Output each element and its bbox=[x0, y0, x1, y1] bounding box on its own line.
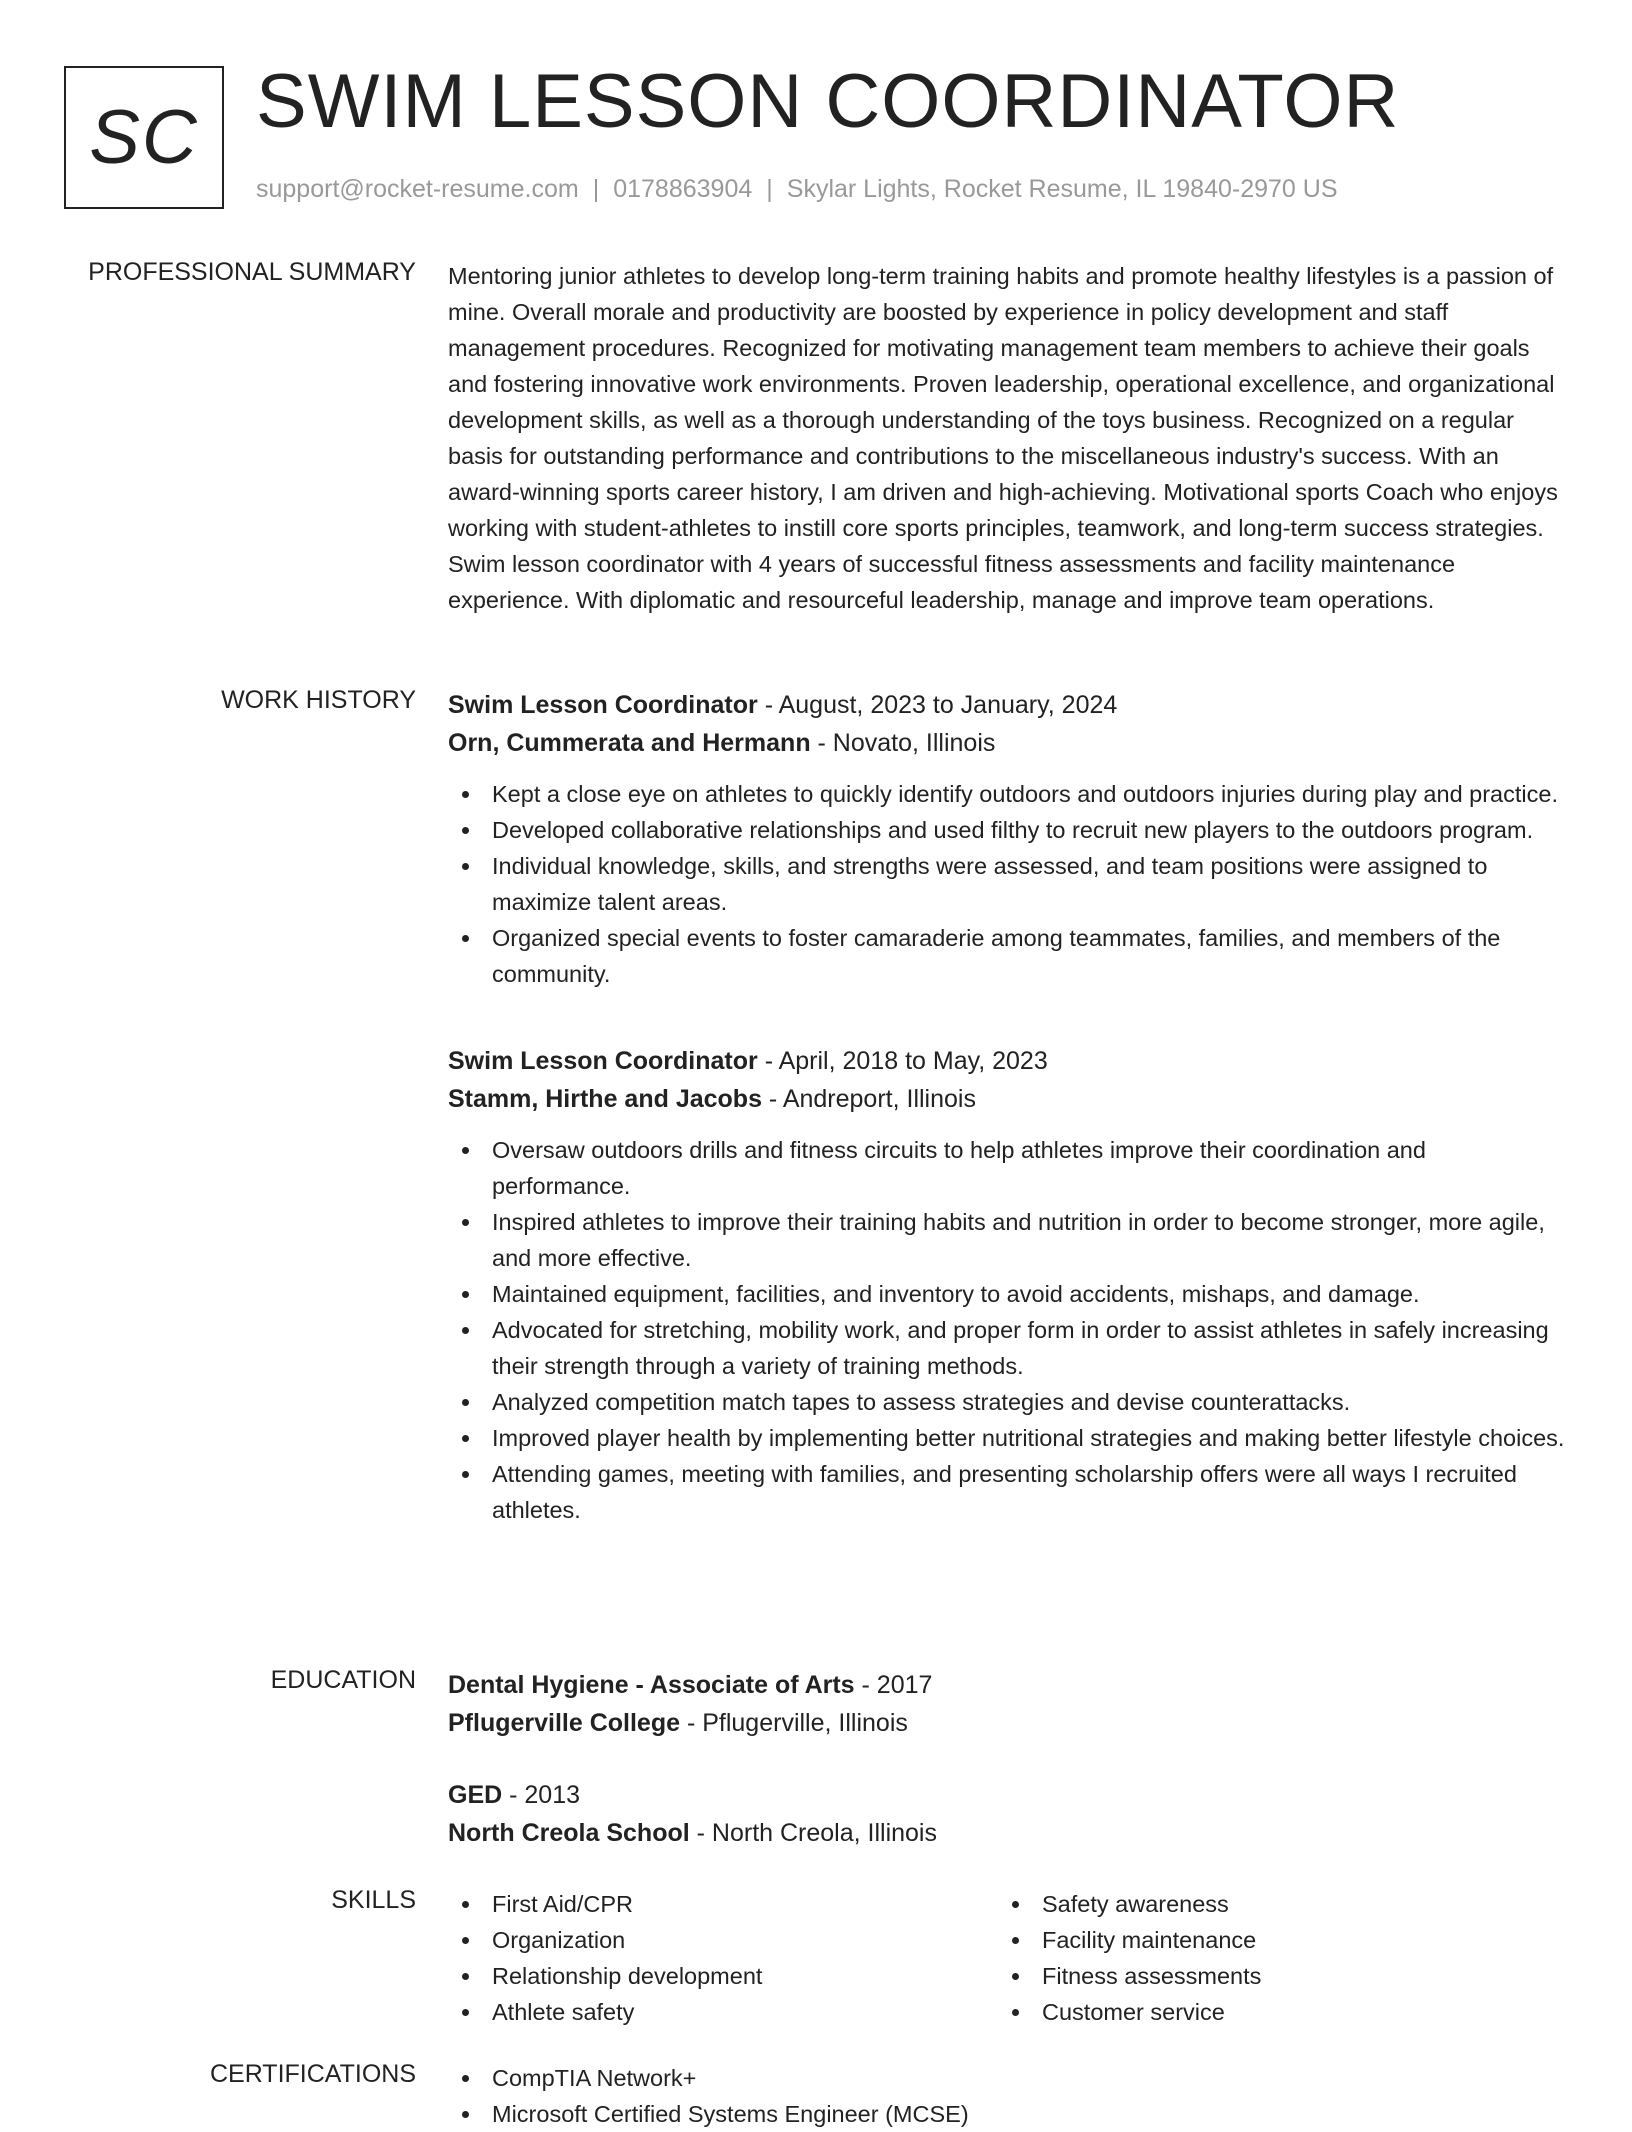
monogram-logo: SC bbox=[64, 66, 224, 209]
certifications-list bbox=[448, 2060, 1568, 2132]
school-line bbox=[448, 1814, 1568, 1852]
degree: GED bbox=[448, 1781, 503, 1809]
contact-line bbox=[256, 175, 1338, 204]
school: Pflugerville College bbox=[448, 1709, 681, 1737]
degree-year: - 2013 bbox=[502, 1781, 581, 1809]
job-title: Swim Lesson Coordinator bbox=[448, 1047, 758, 1075]
job-company-line bbox=[448, 724, 1568, 762]
list-item: Analyzed competition match tapes to assess strategies and devise counterattacks. bbox=[448, 1384, 1568, 1420]
degree: Dental Hygiene - Associate of Arts bbox=[448, 1671, 855, 1699]
list-item: Attending games, meeting with families, and presenting scholarship offers were all ways I recruited athletes. bbox=[448, 1456, 1568, 1528]
list-item: Oversaw outdoors drills and fitness circuits to help athletes improve their coordination and performance. bbox=[448, 1132, 1568, 1204]
list-item: Organization bbox=[448, 1922, 998, 1958]
skills-column-1 bbox=[448, 1886, 998, 2030]
list-item: Organized special events to foster camaraderie among teammates, families, and members of the community. bbox=[448, 920, 1568, 992]
contact-phone: 0178863904 bbox=[613, 175, 753, 203]
section-label-skills: SKILLS bbox=[331, 1886, 416, 1914]
summary-text: Mentoring junior athletes to develop long-term training habits and promote healthy lifestyles is a passion of mine. Overall morale and productivity are boosted by experience in policy development and staff management procedures. Recognized for motivating management team members to achieve their goals and fostering innovative work environments. Proven leadership, operational excellence, and organizational development skills, as well as a thorough understanding of the toys business. Recognized on a regular basis for outstanding performance and contributions to the miscellaneous industry's success. With an award-winning sports career history, I am driven and high-achieving. Motivational sports Coach who enjoys working with student-athletes to instill core sports principles, teamwork, and long-term success strategies. Swim lesson coordinator with 4 years of successful fitness assessments and facility maintenance experience. With diplomatic and resourceful leadership, manage and improve team operations. bbox=[448, 263, 1558, 613]
list-item: Customer service bbox=[998, 1994, 1548, 2030]
job-location: - Andreport, Illinois bbox=[761, 1085, 976, 1113]
list-item: Maintained equipment, facilities, and inventory to avoid accidents, mishaps, and damage. bbox=[448, 1276, 1568, 1312]
education-entry bbox=[448, 1666, 1568, 1742]
page-title: SWIM LESSON COORDINATOR bbox=[256, 59, 1400, 144]
list-item: Kept a close eye on athletes to quickly identify outdoors and outdoors injuries during play and practice. bbox=[448, 776, 1568, 812]
job-title-line bbox=[448, 1042, 1568, 1080]
list-item: Safety awareness bbox=[998, 1886, 1548, 1922]
degree-line bbox=[448, 1776, 1568, 1814]
certifications-body bbox=[448, 2060, 1568, 2132]
list-item: Advocated for stretching, mobility work, and proper form in order to assist athletes in safely increasing their strength through a variety of training methods. bbox=[448, 1312, 1568, 1384]
job-dates: - August, 2023 to January, 2024 bbox=[757, 691, 1118, 719]
job-title-line bbox=[448, 686, 1568, 724]
list-item: Developed collaborative relationships and used filthy to recruit new players to the outdoors program. bbox=[448, 812, 1568, 848]
degree-line bbox=[448, 1666, 1568, 1704]
contact-address: Skylar Lights, Rocket Resume, IL 19840-2970 US bbox=[786, 175, 1338, 203]
section-label-summary: PROFESSIONAL SUMMARY bbox=[88, 258, 416, 286]
list-item: Individual knowledge, skills, and strengths were assessed, and team positions were assigned to maximize talent areas. bbox=[448, 848, 1568, 920]
job-entry bbox=[448, 1042, 1568, 1528]
skills-column-2 bbox=[998, 1886, 1548, 2030]
list-item: Relationship development bbox=[448, 1958, 998, 1994]
list-item: Facility maintenance bbox=[998, 1922, 1548, 1958]
education-entry bbox=[448, 1776, 1568, 1852]
school-location: - Pflugerville, Illinois bbox=[680, 1709, 908, 1737]
contact-email: support@rocket-resume.com bbox=[256, 175, 579, 203]
contact-separator: | bbox=[592, 175, 600, 203]
degree-year: - 2017 bbox=[854, 1671, 933, 1699]
job-bullets bbox=[448, 1132, 1568, 1528]
list-item: Fitness assessments bbox=[998, 1958, 1548, 1994]
section-label-education: EDUCATION bbox=[270, 1666, 416, 1694]
list-item: CompTIA Network+ bbox=[448, 2060, 1568, 2096]
job-company: Orn, Cummerata and Hermann bbox=[448, 729, 811, 757]
list-item: First Aid/CPR bbox=[448, 1886, 998, 1922]
contact-separator: | bbox=[766, 175, 773, 203]
job-location: - Novato, Illinois bbox=[810, 729, 996, 757]
job-company-line bbox=[448, 1080, 1568, 1118]
section-label-certifications: CERTIFICATIONS bbox=[209, 2060, 416, 2088]
school-location: - North Creola, Illinois bbox=[689, 1819, 937, 1847]
skills-body bbox=[448, 1886, 1568, 2030]
job-bullets bbox=[448, 776, 1568, 992]
job-title: Swim Lesson Coordinator bbox=[448, 691, 758, 719]
job-company: Stamm, Hirthe and Jacobs bbox=[448, 1085, 762, 1113]
job-entry bbox=[448, 686, 1568, 992]
school-line bbox=[448, 1704, 1568, 1742]
school: North Creola School bbox=[448, 1819, 690, 1847]
list-item: Microsoft Certified Systems Engineer (MCSE) bbox=[448, 2096, 1568, 2132]
list-item: Athlete safety bbox=[448, 1994, 998, 2030]
job-dates: - April, 2018 to May, 2023 bbox=[757, 1047, 1048, 1075]
work-body bbox=[448, 686, 1568, 1528]
section-label-work: WORK HISTORY bbox=[221, 686, 416, 714]
education-body bbox=[448, 1666, 1568, 1852]
list-item: Improved player health by implementing better nutritional strategies and making better lifestyle choices. bbox=[448, 1420, 1568, 1456]
list-item: Inspired athletes to improve their training habits and nutrition in order to become stronger, more agile, and more effective. bbox=[448, 1204, 1568, 1276]
